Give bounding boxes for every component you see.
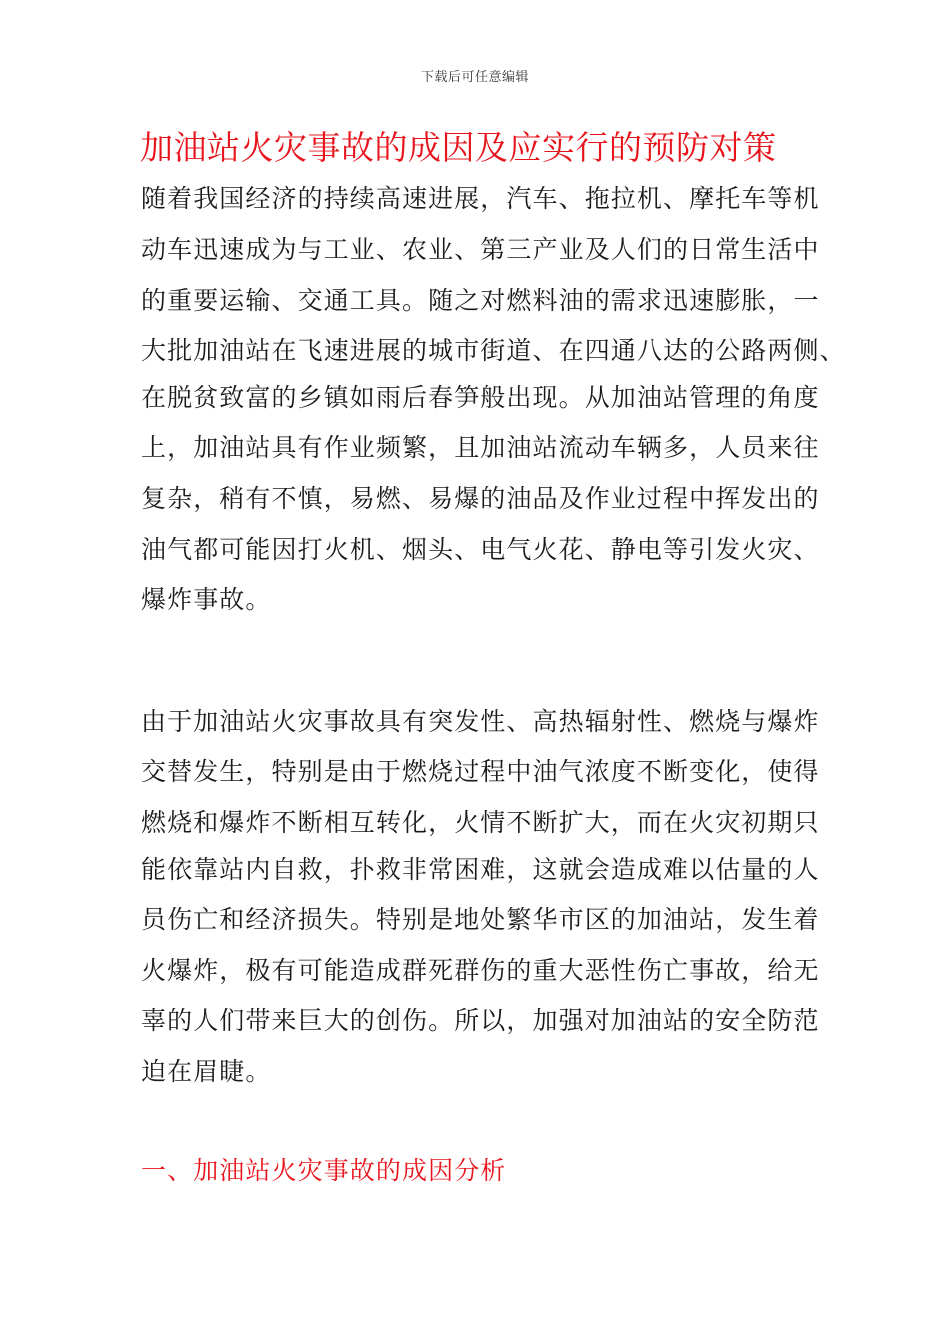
paragraph-2-line: 迫在眉睫。 (141, 1057, 272, 1086)
section-heading: 一、加油站火灾事故的成因分析 (141, 1156, 507, 1185)
paragraph-2-line: 燃烧和爆炸不断相互转化，火情不断扩大，而在火灾初期只 (141, 808, 820, 837)
paragraph-2-line: 辜的人们带来巨大的创伤。所以，加强对加油站的安全防范 (141, 1006, 820, 1035)
paragraph-2-line: 交替发生，特别是由于燃烧过程中油气浓度不断变化，使得 (141, 757, 820, 786)
paragraph-1-line: 油气都可能因打火机、烟头、电气火花、静电等引发火灾、 (141, 535, 820, 564)
document-title: 加油站火灾事故的成因及应实行的预防对策 (140, 128, 777, 167)
paragraph-2-line: 火爆炸，极有可能造成群死群伤的重大恶性伤亡事故，给无 (141, 956, 820, 985)
paragraph-1-line: 在脱贫致富的乡镇如雨后春笋般出现。从加油站管理的角度 (141, 383, 820, 412)
paragraph-1-line: 复杂，稍有不慎，易燃、易爆的油品及作业过程中挥发出的 (141, 484, 820, 513)
paragraph-2-line: 能依靠站内自救，扑救非常困难，这就会造成难以估量的人 (141, 855, 820, 884)
paragraph-1-line: 随着我国经济的持续高速进展，汽车、拖拉机、摩托车等机 (141, 184, 820, 213)
paragraph-2-line: 由于加油站火灾事故具有突发性、高热辐射性、燃烧与爆炸 (141, 707, 820, 736)
paragraph-1-line: 大批加油站在飞速进展的城市街道、在四通八达的公路两侧、 (141, 336, 846, 365)
paragraph-1-line: 动车迅速成为与工业、农业、第三产业及人们的日常生活中 (141, 235, 820, 264)
paragraph-1-line: 的重要运输、交通工具。随之对燃料油的需求迅速膨胀，一 (141, 286, 820, 315)
paragraph-2-line: 员伤亡和经济损失。特别是地处繁华市区的加油站，发生着 (141, 905, 820, 934)
paragraph-1-line: 上，加油站具有作业频繁，且加油站流动车辆多，人员来往 (141, 433, 820, 462)
header-note: 下载后可任意编辑 (420, 70, 529, 85)
paragraph-1-line: 爆炸事故。 (141, 585, 272, 614)
